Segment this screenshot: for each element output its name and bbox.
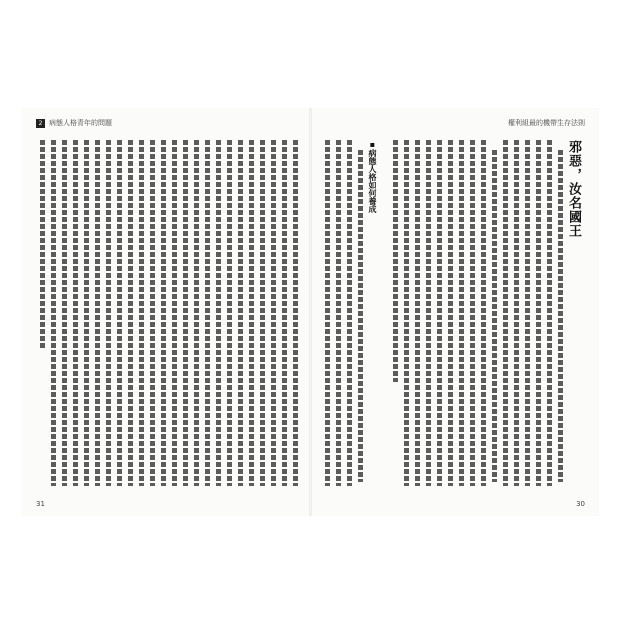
section-title: 邪惡，汝名國王 xyxy=(566,140,581,238)
text-line xyxy=(40,140,45,348)
text-line xyxy=(358,150,363,482)
text-line xyxy=(481,140,486,486)
text-line xyxy=(194,140,199,486)
book-spread xyxy=(22,108,599,516)
text-line xyxy=(139,140,144,486)
text-line xyxy=(62,140,67,486)
text-line xyxy=(73,140,78,486)
left-running-head xyxy=(36,118,112,128)
text-line xyxy=(558,150,563,482)
text-line xyxy=(271,140,276,486)
text-line xyxy=(161,140,166,486)
text-line xyxy=(172,140,177,486)
left-page-number: 31 xyxy=(36,500,45,508)
text-line xyxy=(525,140,530,486)
text-line xyxy=(336,140,341,486)
text-line xyxy=(106,140,111,486)
text-line xyxy=(404,140,409,486)
text-line xyxy=(393,140,398,382)
text-line xyxy=(459,140,464,486)
subheading: ▪病態人格如何養成 xyxy=(368,140,377,213)
text-line xyxy=(415,140,420,486)
text-line xyxy=(128,140,133,486)
text-line xyxy=(448,140,453,486)
left-page xyxy=(22,108,310,516)
text-line xyxy=(293,140,298,486)
text-line xyxy=(183,140,188,486)
text-line xyxy=(437,140,442,486)
left-running-head-text: 病態人格青年的問題 xyxy=(49,119,112,127)
text-line xyxy=(216,140,221,486)
text-line xyxy=(205,140,210,486)
left-body-text xyxy=(40,140,298,486)
text-line xyxy=(514,140,519,486)
text-line xyxy=(51,140,56,486)
right-body-text xyxy=(325,140,563,486)
right-page-number: 30 xyxy=(576,500,585,508)
text-line xyxy=(95,140,100,486)
text-line xyxy=(260,140,265,486)
text-line xyxy=(492,150,497,482)
text-line xyxy=(426,140,431,486)
text-line xyxy=(325,140,330,486)
text-line xyxy=(238,140,243,486)
right-page xyxy=(311,108,599,516)
text-line xyxy=(536,140,541,486)
text-line xyxy=(249,140,254,486)
text-line xyxy=(547,140,552,486)
text-line xyxy=(117,140,122,486)
text-line xyxy=(227,140,232,486)
right-running-head: 權利組最的機帶生存法則 xyxy=(508,119,585,127)
text-line xyxy=(150,140,155,486)
text-line xyxy=(347,140,352,486)
text-line xyxy=(282,140,287,486)
text-line xyxy=(503,140,508,486)
text-line xyxy=(84,140,89,486)
text-line xyxy=(470,140,475,486)
chapter-number-badge: 2 xyxy=(36,119,45,128)
